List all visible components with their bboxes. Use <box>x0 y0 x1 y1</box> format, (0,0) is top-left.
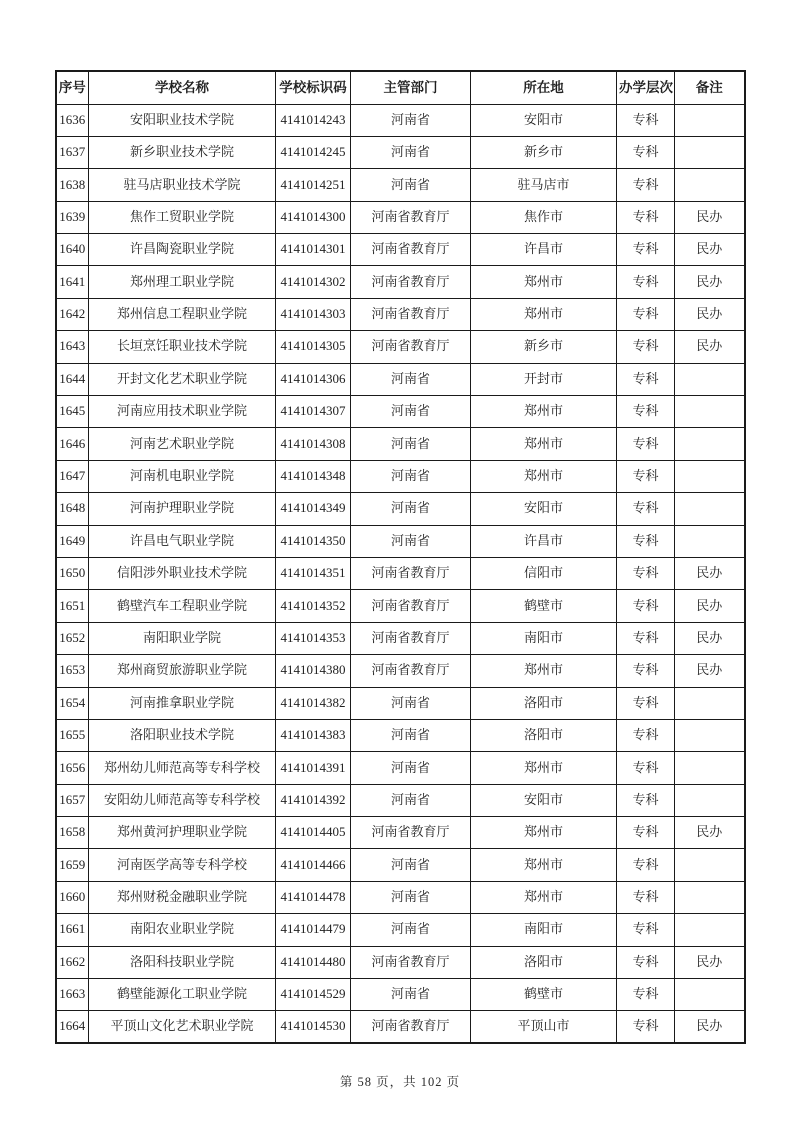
cell-location: 洛阳市 <box>471 687 617 719</box>
cell-department: 河南省 <box>351 104 471 136</box>
cell-remark: 民办 <box>675 266 745 298</box>
cell-location: 南阳市 <box>471 622 617 654</box>
cell-location: 洛阳市 <box>471 946 617 978</box>
cell-level: 专科 <box>617 557 675 589</box>
cell-school-code: 4141014392 <box>276 784 351 816</box>
cell-remark <box>675 396 745 428</box>
cell-remark <box>675 849 745 881</box>
cell-school-code: 4141014350 <box>276 525 351 557</box>
document-page <box>0 70 800 1132</box>
cell-index: 1640 <box>56 234 89 266</box>
cell-location: 鹤壁市 <box>471 590 617 622</box>
table-row <box>56 298 745 330</box>
cell-remark <box>675 784 745 816</box>
cell-location: 郑州市 <box>471 460 617 492</box>
cell-level: 专科 <box>617 136 675 168</box>
col-header-remark: 备注 <box>675 71 745 104</box>
cell-location: 郑州市 <box>471 752 617 784</box>
cell-school-name: 南阳农业职业学院 <box>89 914 276 946</box>
cell-location: 郑州市 <box>471 396 617 428</box>
cell-remark: 民办 <box>675 331 745 363</box>
cell-index: 1645 <box>56 396 89 428</box>
cell-school-code: 4141014301 <box>276 234 351 266</box>
cell-location: 安阳市 <box>471 784 617 816</box>
cell-department: 河南省 <box>351 784 471 816</box>
cell-index: 1657 <box>56 784 89 816</box>
cell-index: 1659 <box>56 849 89 881</box>
table-row <box>56 817 745 849</box>
cell-remark <box>675 493 745 525</box>
col-header-school-name: 学校名称 <box>89 71 276 104</box>
cell-school-code: 4141014300 <box>276 201 351 233</box>
cell-index: 1648 <box>56 493 89 525</box>
cell-school-name: 河南医学高等专科学校 <box>89 849 276 881</box>
col-header-level: 办学层次 <box>617 71 675 104</box>
cell-level: 专科 <box>617 622 675 654</box>
cell-school-code: 4141014352 <box>276 590 351 622</box>
cell-remark <box>675 881 745 913</box>
cell-school-name: 鹤壁汽车工程职业学院 <box>89 590 276 622</box>
cell-index: 1642 <box>56 298 89 330</box>
cell-index: 1646 <box>56 428 89 460</box>
cell-index: 1664 <box>56 1011 89 1043</box>
cell-location: 许昌市 <box>471 234 617 266</box>
table-row <box>56 428 745 460</box>
cell-index: 1653 <box>56 655 89 687</box>
cell-department: 河南省 <box>351 136 471 168</box>
cell-index: 1661 <box>56 914 89 946</box>
cell-department: 河南省 <box>351 914 471 946</box>
cell-location: 郑州市 <box>471 298 617 330</box>
cell-school-code: 4141014243 <box>276 104 351 136</box>
cell-level: 专科 <box>617 169 675 201</box>
cell-level: 专科 <box>617 881 675 913</box>
cell-school-code: 4141014302 <box>276 266 351 298</box>
cell-school-name: 郑州商贸旅游职业学院 <box>89 655 276 687</box>
cell-school-name: 平顶山文化艺术职业学院 <box>89 1011 276 1043</box>
cell-index: 1639 <box>56 201 89 233</box>
cell-department: 河南省 <box>351 493 471 525</box>
cell-level: 专科 <box>617 946 675 978</box>
cell-school-name: 郑州黄河护理职业学院 <box>89 817 276 849</box>
cell-location: 新乡市 <box>471 136 617 168</box>
cell-level: 专科 <box>617 719 675 751</box>
cell-remark: 民办 <box>675 622 745 654</box>
cell-index: 1662 <box>56 946 89 978</box>
cell-remark <box>675 525 745 557</box>
cell-index: 1660 <box>56 881 89 913</box>
cell-location: 安阳市 <box>471 104 617 136</box>
cell-school-code: 4141014466 <box>276 849 351 881</box>
cell-index: 1641 <box>56 266 89 298</box>
table-row <box>56 719 745 751</box>
cell-school-name: 鹤壁能源化工职业学院 <box>89 979 276 1011</box>
col-header-index: 序号 <box>56 71 89 104</box>
cell-remark <box>675 363 745 395</box>
cell-school-code: 4141014303 <box>276 298 351 330</box>
cell-level: 专科 <box>617 363 675 395</box>
cell-department: 河南省教育厅 <box>351 234 471 266</box>
table-row <box>56 104 745 136</box>
cell-school-name: 新乡职业技术学院 <box>89 136 276 168</box>
cell-remark: 民办 <box>675 201 745 233</box>
cell-location: 郑州市 <box>471 849 617 881</box>
cell-index: 1644 <box>56 363 89 395</box>
cell-department: 河南省 <box>351 525 471 557</box>
cell-school-code: 4141014306 <box>276 363 351 395</box>
cell-level: 专科 <box>617 849 675 881</box>
col-header-location: 所在地 <box>471 71 617 104</box>
cell-school-name: 洛阳职业技术学院 <box>89 719 276 751</box>
cell-department: 河南省 <box>351 396 471 428</box>
cell-level: 专科 <box>617 1011 675 1043</box>
cell-level: 专科 <box>617 298 675 330</box>
cell-index: 1650 <box>56 557 89 589</box>
cell-department: 河南省教育厅 <box>351 655 471 687</box>
cell-location: 郑州市 <box>471 655 617 687</box>
cell-level: 专科 <box>617 979 675 1011</box>
cell-remark <box>675 687 745 719</box>
cell-school-code: 4141014245 <box>276 136 351 168</box>
cell-location: 焦作市 <box>471 201 617 233</box>
cell-location: 郑州市 <box>471 817 617 849</box>
cell-level: 专科 <box>617 104 675 136</box>
cell-level: 专科 <box>617 234 675 266</box>
cell-remark <box>675 719 745 751</box>
cell-level: 专科 <box>617 914 675 946</box>
cell-index: 1637 <box>56 136 89 168</box>
cell-school-code: 4141014251 <box>276 169 351 201</box>
table-row <box>56 460 745 492</box>
cell-school-name: 郑州理工职业学院 <box>89 266 276 298</box>
cell-index: 1636 <box>56 104 89 136</box>
cell-index: 1638 <box>56 169 89 201</box>
cell-school-name: 信阳涉外职业技术学院 <box>89 557 276 589</box>
cell-school-code: 4141014308 <box>276 428 351 460</box>
table-row <box>56 363 745 395</box>
table-row <box>56 881 745 913</box>
cell-location: 许昌市 <box>471 525 617 557</box>
table-header-row <box>56 71 745 104</box>
cell-location: 郑州市 <box>471 266 617 298</box>
cell-school-code: 4141014530 <box>276 1011 351 1043</box>
cell-school-code: 4141014391 <box>276 752 351 784</box>
cell-school-code: 4141014382 <box>276 687 351 719</box>
table-row <box>56 136 745 168</box>
cell-department: 河南省教育厅 <box>351 1011 471 1043</box>
cell-school-code: 4141014478 <box>276 881 351 913</box>
cell-level: 专科 <box>617 590 675 622</box>
cell-index: 1643 <box>56 331 89 363</box>
cell-school-name: 许昌陶瓷职业学院 <box>89 234 276 266</box>
cell-department: 河南省 <box>351 752 471 784</box>
cell-remark <box>675 104 745 136</box>
cell-school-name: 河南护理职业学院 <box>89 493 276 525</box>
cell-index: 1655 <box>56 719 89 751</box>
cell-department: 河南省 <box>351 719 471 751</box>
table-row <box>56 557 745 589</box>
cell-level: 专科 <box>617 396 675 428</box>
table-row <box>56 914 745 946</box>
cell-level: 专科 <box>617 460 675 492</box>
table-row <box>56 590 745 622</box>
cell-index: 1658 <box>56 817 89 849</box>
cell-level: 专科 <box>617 655 675 687</box>
cell-school-name: 洛阳科技职业学院 <box>89 946 276 978</box>
cell-remark: 民办 <box>675 655 745 687</box>
table-row <box>56 1011 745 1043</box>
cell-remark: 民办 <box>675 1011 745 1043</box>
table-row <box>56 687 745 719</box>
cell-school-name: 南阳职业学院 <box>89 622 276 654</box>
cell-school-code: 4141014353 <box>276 622 351 654</box>
cell-school-code: 4141014307 <box>276 396 351 428</box>
table-row <box>56 525 745 557</box>
cell-index: 1651 <box>56 590 89 622</box>
cell-school-code: 4141014480 <box>276 946 351 978</box>
cell-school-name: 河南艺术职业学院 <box>89 428 276 460</box>
cell-school-name: 许昌电气职业学院 <box>89 525 276 557</box>
cell-remark: 民办 <box>675 234 745 266</box>
cell-school-code: 4141014351 <box>276 557 351 589</box>
cell-remark: 民办 <box>675 946 745 978</box>
cell-location: 南阳市 <box>471 914 617 946</box>
cell-level: 专科 <box>617 331 675 363</box>
cell-location: 信阳市 <box>471 557 617 589</box>
table-row <box>56 234 745 266</box>
cell-remark <box>675 979 745 1011</box>
cell-index: 1649 <box>56 525 89 557</box>
cell-department: 河南省教育厅 <box>351 946 471 978</box>
cell-school-code: 4141014405 <box>276 817 351 849</box>
cell-remark: 民办 <box>675 590 745 622</box>
cell-location: 郑州市 <box>471 428 617 460</box>
cell-school-name: 开封文化艺术职业学院 <box>89 363 276 395</box>
cell-level: 专科 <box>617 687 675 719</box>
cell-remark <box>675 752 745 784</box>
cell-department: 河南省教育厅 <box>351 557 471 589</box>
cell-index: 1654 <box>56 687 89 719</box>
cell-level: 专科 <box>617 428 675 460</box>
cell-school-name: 河南推拿职业学院 <box>89 687 276 719</box>
cell-department: 河南省 <box>351 881 471 913</box>
cell-school-name: 河南机电职业学院 <box>89 460 276 492</box>
cell-school-code: 4141014380 <box>276 655 351 687</box>
table-row <box>56 946 745 978</box>
cell-remark: 民办 <box>675 298 745 330</box>
cell-department: 河南省 <box>351 979 471 1011</box>
cell-school-code: 4141014305 <box>276 331 351 363</box>
cell-department: 河南省 <box>351 849 471 881</box>
cell-department: 河南省教育厅 <box>351 331 471 363</box>
cell-index: 1656 <box>56 752 89 784</box>
cell-location: 开封市 <box>471 363 617 395</box>
cell-level: 专科 <box>617 266 675 298</box>
table-row <box>56 849 745 881</box>
cell-school-name: 郑州幼儿师范高等专科学校 <box>89 752 276 784</box>
table-row <box>56 622 745 654</box>
cell-index: 1647 <box>56 460 89 492</box>
cell-department: 河南省教育厅 <box>351 590 471 622</box>
cell-department: 河南省教育厅 <box>351 622 471 654</box>
cell-school-name: 驻马店职业技术学院 <box>89 169 276 201</box>
table-row <box>56 396 745 428</box>
table-row <box>56 266 745 298</box>
cell-school-code: 4141014383 <box>276 719 351 751</box>
cell-school-code: 4141014349 <box>276 493 351 525</box>
table-row <box>56 331 745 363</box>
cell-school-code: 4141014479 <box>276 914 351 946</box>
cell-department: 河南省教育厅 <box>351 298 471 330</box>
cell-remark <box>675 169 745 201</box>
cell-location: 驻马店市 <box>471 169 617 201</box>
cell-school-name: 河南应用技术职业学院 <box>89 396 276 428</box>
table-row <box>56 655 745 687</box>
cell-school-name: 安阳职业技术学院 <box>89 104 276 136</box>
cell-school-code: 4141014529 <box>276 979 351 1011</box>
cell-remark <box>675 460 745 492</box>
cell-remark <box>675 428 745 460</box>
cell-department: 河南省 <box>351 687 471 719</box>
cell-school-name: 安阳幼儿师范高等专科学校 <box>89 784 276 816</box>
cell-level: 专科 <box>617 784 675 816</box>
cell-index: 1652 <box>56 622 89 654</box>
cell-level: 专科 <box>617 525 675 557</box>
table-row <box>56 979 745 1011</box>
cell-remark <box>675 914 745 946</box>
table-row <box>56 784 745 816</box>
cell-school-name: 郑州信息工程职业学院 <box>89 298 276 330</box>
cell-location: 新乡市 <box>471 331 617 363</box>
cell-location: 洛阳市 <box>471 719 617 751</box>
cell-location: 郑州市 <box>471 881 617 913</box>
table-row <box>56 752 745 784</box>
cell-remark <box>675 136 745 168</box>
cell-department: 河南省 <box>351 363 471 395</box>
page-number: 第 58 页，共 102 页 <box>339 1075 461 1090</box>
cell-department: 河南省教育厅 <box>351 817 471 849</box>
table-row <box>56 201 745 233</box>
cell-department: 河南省教育厅 <box>351 201 471 233</box>
cell-level: 专科 <box>617 493 675 525</box>
school-list-table <box>55 70 746 1044</box>
cell-remark: 民办 <box>675 557 745 589</box>
cell-school-name: 郑州财税金融职业学院 <box>89 881 276 913</box>
cell-department: 河南省 <box>351 460 471 492</box>
cell-school-code: 4141014348 <box>276 460 351 492</box>
cell-department: 河南省教育厅 <box>351 266 471 298</box>
cell-location: 平顶山市 <box>471 1011 617 1043</box>
col-header-department: 主管部门 <box>351 71 471 104</box>
col-header-school-code: 学校标识码 <box>276 71 351 104</box>
cell-level: 专科 <box>617 817 675 849</box>
table-row <box>56 169 745 201</box>
cell-level: 专科 <box>617 201 675 233</box>
cell-school-name: 焦作工贸职业学院 <box>89 201 276 233</box>
cell-location: 鹤壁市 <box>471 979 617 1011</box>
cell-level: 专科 <box>617 752 675 784</box>
cell-remark: 民办 <box>675 817 745 849</box>
cell-school-name: 长垣烹饪职业技术学院 <box>89 331 276 363</box>
cell-index: 1663 <box>56 979 89 1011</box>
cell-department: 河南省 <box>351 169 471 201</box>
cell-location: 安阳市 <box>471 493 617 525</box>
table-row <box>56 493 745 525</box>
table-body <box>56 104 745 1043</box>
cell-department: 河南省 <box>351 428 471 460</box>
